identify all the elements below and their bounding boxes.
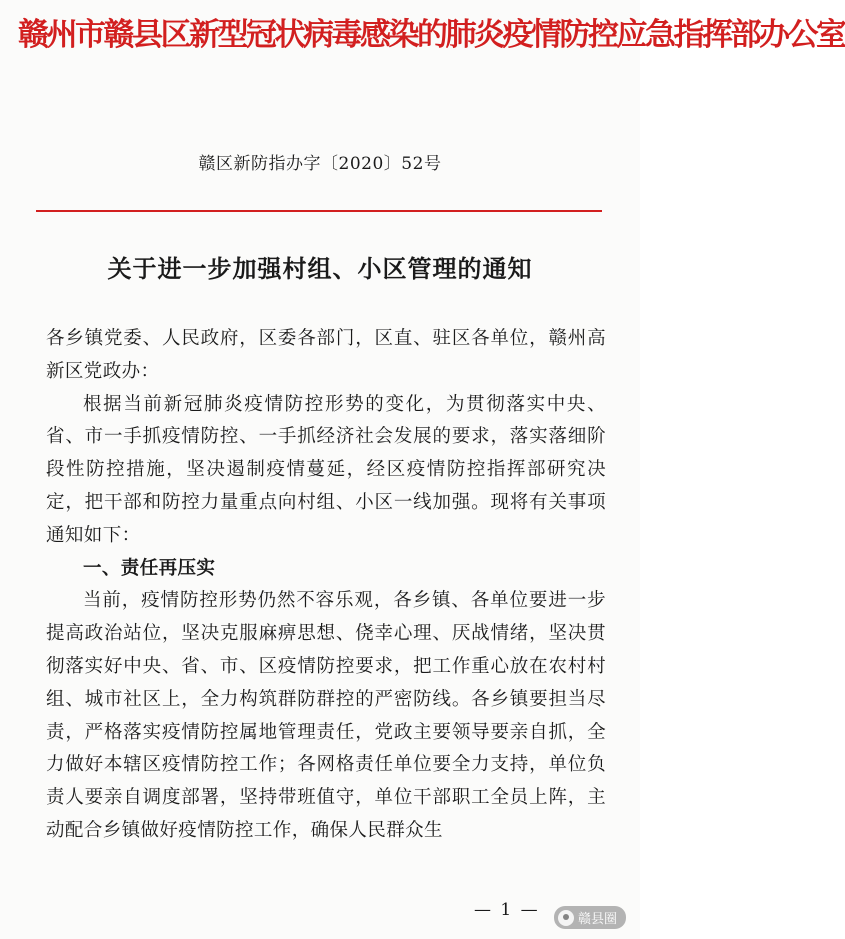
section-heading: 一、责任再压实: [83, 557, 216, 579]
account-avatar-icon: [558, 910, 574, 926]
section-paragraph: 当前，疫情防控形势仍然不容乐观，各乡镇、各单位要进一步提高政治站位，坚决克服麻痹思想、侥幸心理、厌战情绪，坚决贯彻落实好中央、省、市、区疫情防控要求，把工作重心放在农村村组、城市社区上，全力构筑群防群控的严密防线。各乡镇要担当尽责，严格落实疫情防控属地管理责任，党政主要领导要亲自抓，全力做好本辖区疫情防控工作；各网格责任单位要全力支持，单位负责人要亲自调度部署，坚持带班值守，单位干部职工全员上阵，主动配合乡镇做好疫情防控工作，确保人民群众生: [46, 590, 606, 841]
red-divider-line: [36, 210, 602, 212]
notice-body: [46, 323, 606, 848]
watermark-badge: [554, 906, 626, 929]
page-number: — 1 —: [474, 900, 540, 920]
watermark-text: 赣县圈: [577, 912, 617, 927]
organization-header: 赣州市赣县区新型冠状病毒感染的肺炎疫情防控应急指挥部办公室: [18, 17, 845, 53]
intro-paragraph: 根据当前新冠肺炎疫情防控形势的变化，为贯彻落实中央、省、市一手抓疫情防控、一手抓经济社会发展的要求，落实落细阶段性防控措施，坚决遏制疫情蔓延，经区疫情防控指挥部研究决定，把干部和防控力量重点向村组、小区一线加强。现将有关事项通知如下：: [46, 393, 606, 546]
document-number: 赣区新防指办字〔2020〕52号: [198, 154, 442, 174]
addressee-paragraph: 各乡镇党委、人民政府，区委各部门，区直、驻区各单位，赣州高新区党政办：: [46, 328, 606, 382]
notice-title: 关于进一步加强村组、小区管理的通知: [107, 254, 533, 283]
